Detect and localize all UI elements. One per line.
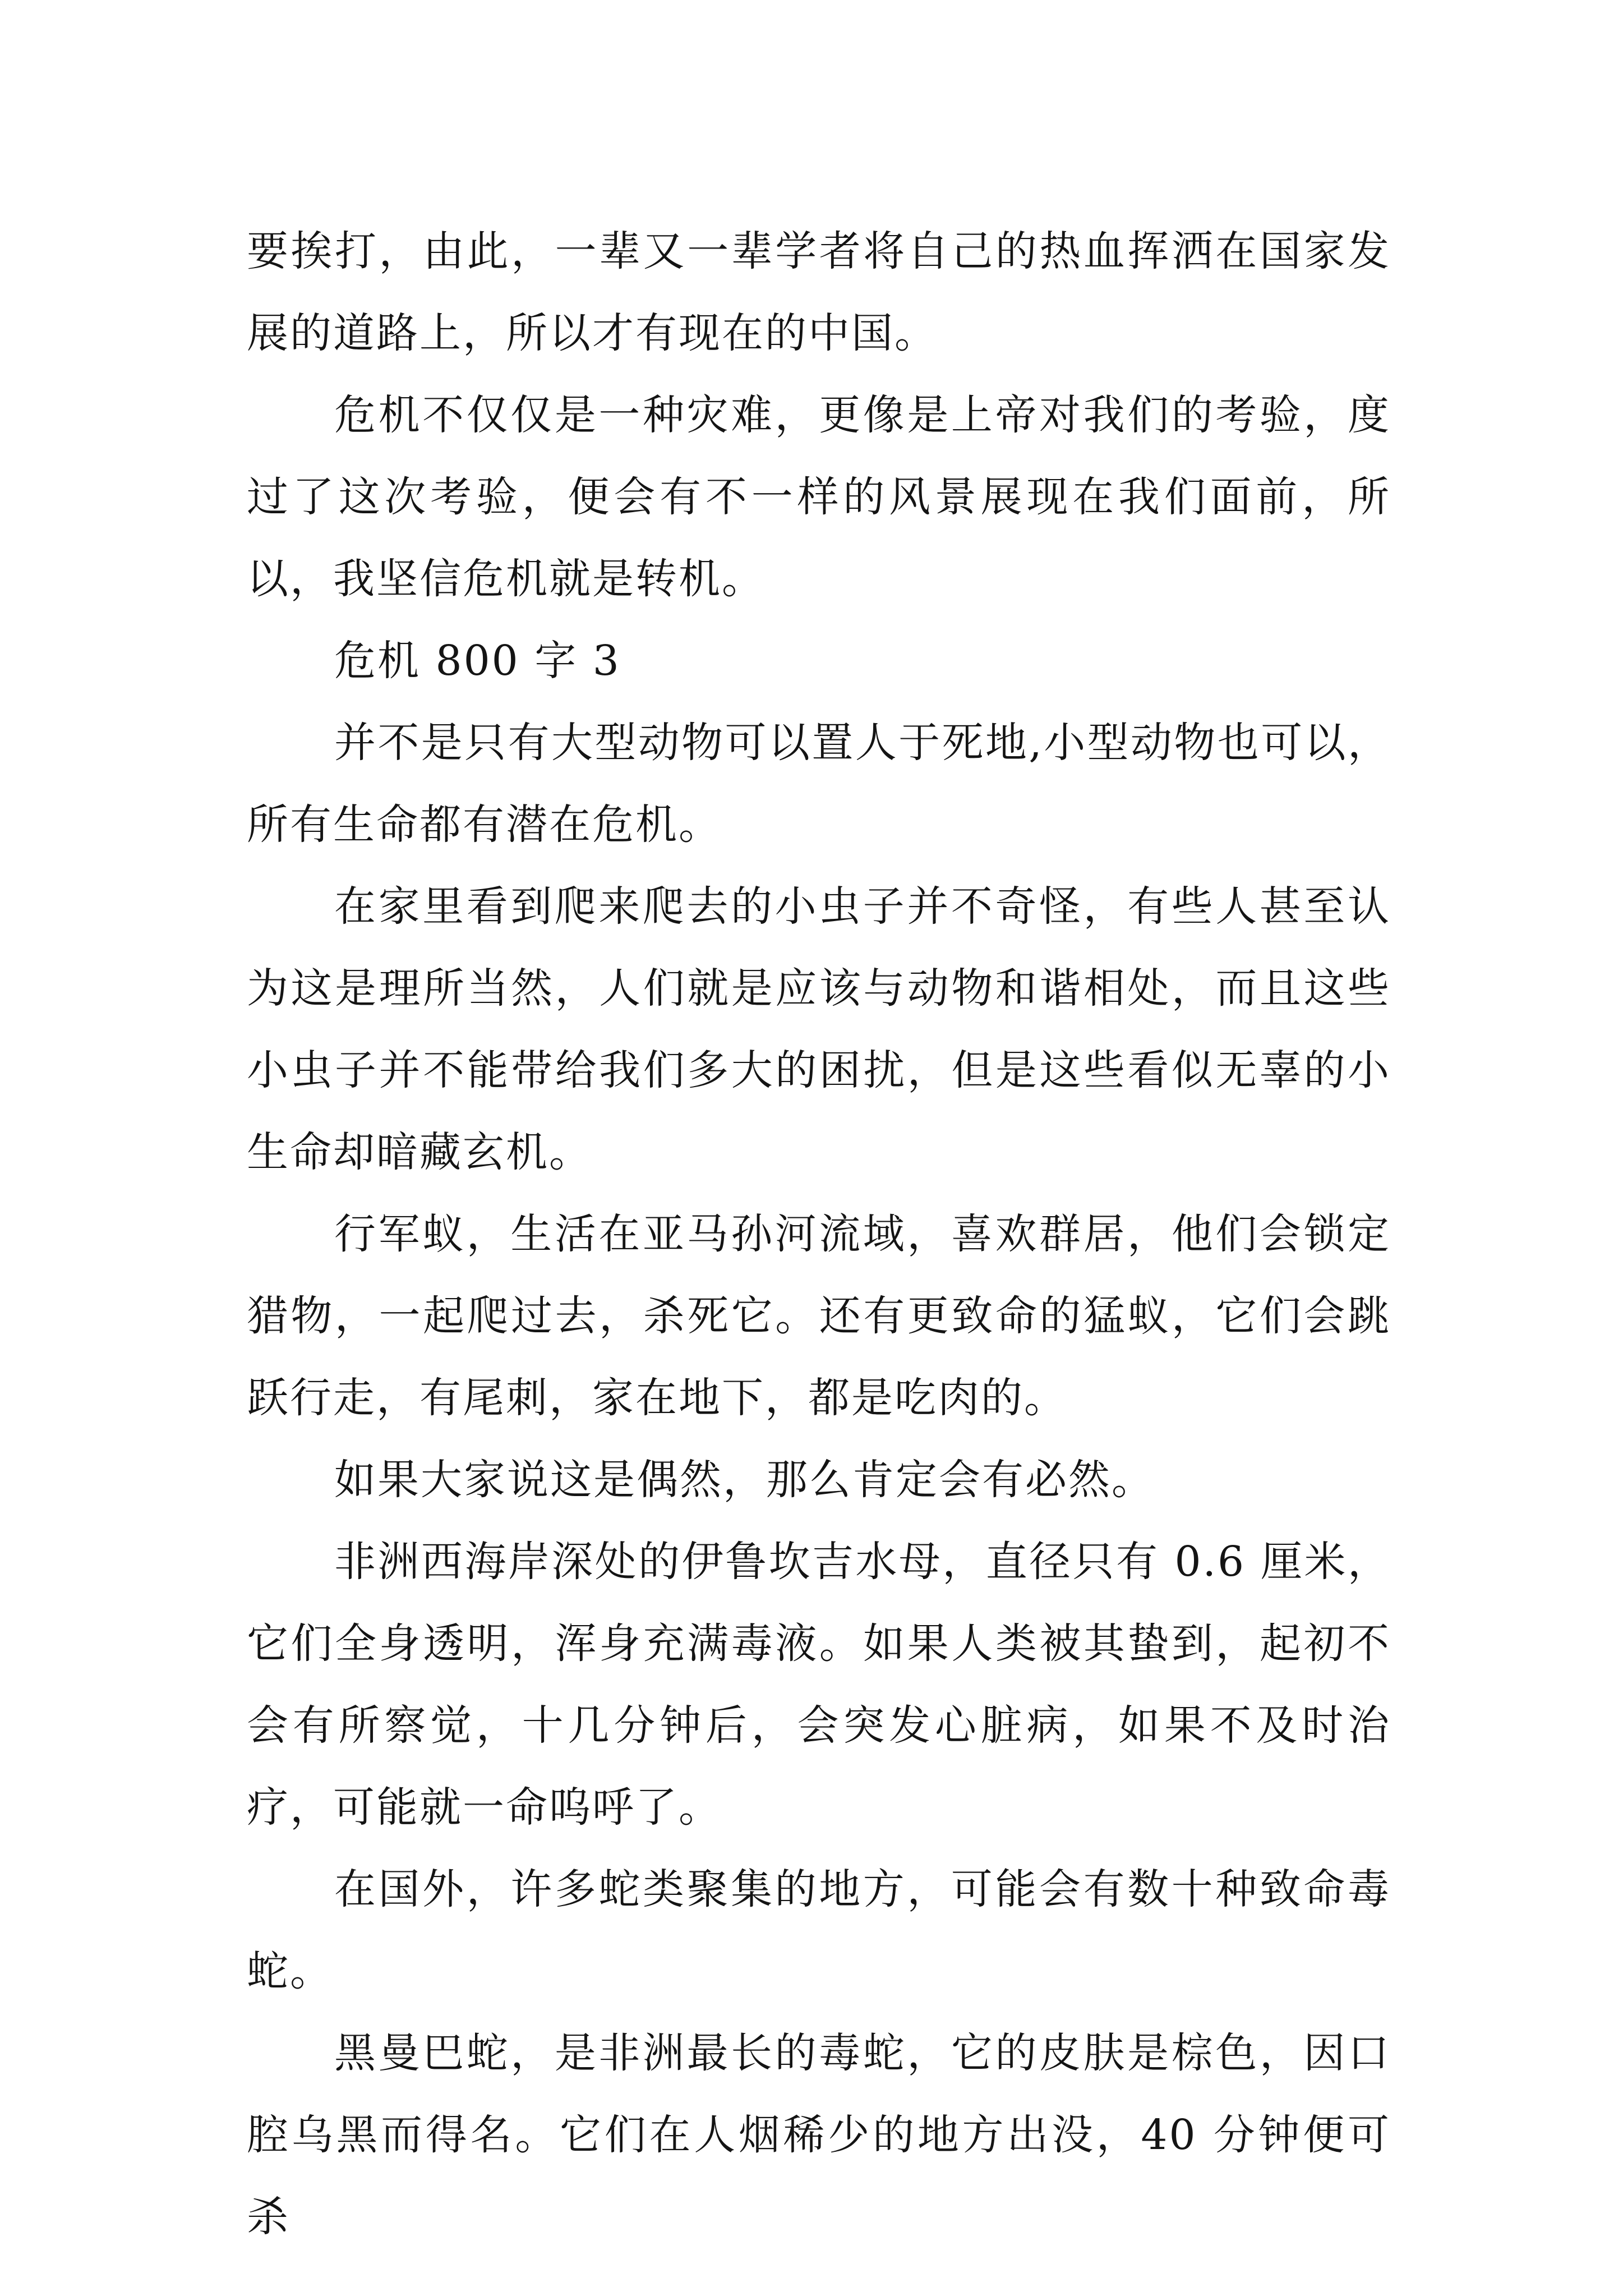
- paragraph-6: 如果大家说这是偶然，那么肯定会有必然。: [334, 1456, 1155, 1504]
- paragraph-9: 黑曼巴蛇，是非洲最长的毒蛇，它的皮肤是棕色，因口腔乌黑而得名。它们在人烟稀少的地方出没，40 分钟便可杀: [247, 2029, 1391, 2241]
- paragraph-5: 行军蚁，生活在亚马孙河流域，喜欢群居，他们会锁定猎物，一起爬过去，杀死它。还有更致命的猛蚁，它们会跳跃行走，有尾刺，家在地下，都是吃肉的。: [247, 1210, 1391, 1422]
- paragraph-7: 非洲西海岸深处的伊鲁坎吉水母，直径只有 0.6 厘米，它们全身透明，浑身充满毒液。如果人类被其蛰到，起初不会有所察觉，十几分钟后，会突发心脏病，如果不及时治疗，可能就一命呜呼了。: [247, 1538, 1391, 1832]
- section-heading: 危机 800 字 3: [334, 637, 621, 685]
- paragraph-4: 在家里看到爬来爬去的小虫子并不奇怪，有些人甚至认为这是理所当然，人们就是应该与动物和谐相处，而且这些小虫子并不能带给我们多大的困扰，但是这些看似无辜的小生命却暗藏玄机。: [247, 882, 1391, 1176]
- paragraph-2: 危机不仅仅是一种灾难，更像是上帝对我们的考验，度过了这次考验，便会有不一样的风景展现在我们面前，所以，我坚信危机就是转机。: [247, 391, 1391, 603]
- paragraph-8: 在国外，许多蛇类聚集的地方，可能会有数十种致命毒蛇。: [247, 1865, 1391, 1995]
- document-body: [247, 210, 1391, 2258]
- paragraph-3: 并不是只有大型动物可以置人于死地,小型动物也可以，所有生命都有潜在危机。: [247, 719, 1391, 849]
- paragraph-1: 要挨打，由此，一辈又一辈学者将自己的热血挥洒在国家发展的道路上，所以才有现在的中国。: [247, 227, 1391, 357]
